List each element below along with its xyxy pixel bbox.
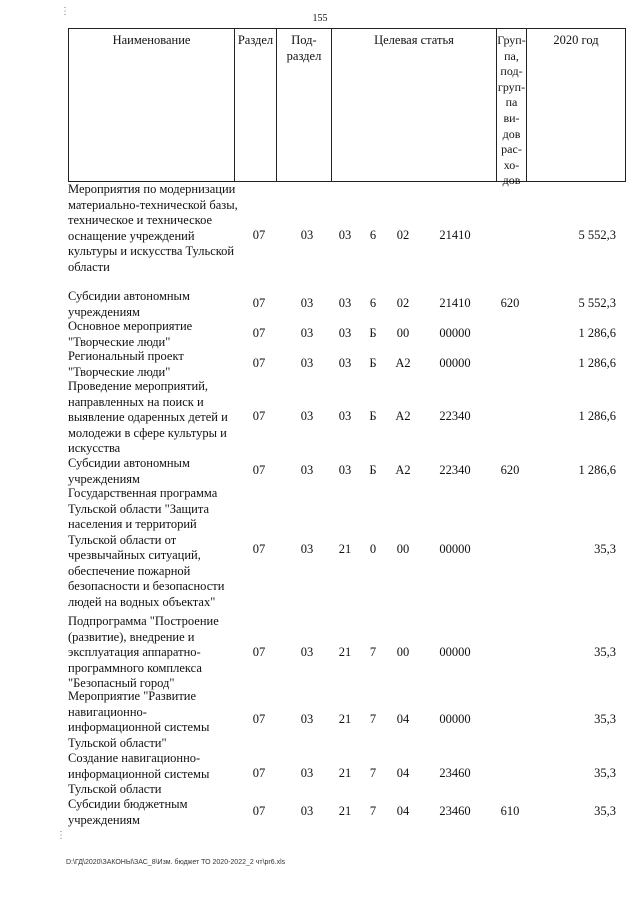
row-target-program: 03 xyxy=(338,409,352,423)
row-target-program: 03 xyxy=(338,356,352,370)
row-amount: 1 286,6 xyxy=(578,463,616,477)
row-razdel: 07 xyxy=(252,766,266,780)
row-expense-type: 610 xyxy=(500,804,520,818)
row-target-event: 02 xyxy=(396,296,410,310)
header-vid-line: под- xyxy=(500,64,523,79)
row-target-program: 03 xyxy=(338,296,352,310)
row-razdel: 07 xyxy=(252,326,266,340)
row-amount: 35,3 xyxy=(594,712,616,726)
row-target-type: 6 xyxy=(369,296,377,310)
row-name: Создание навигационно-информационной системы Тульской области xyxy=(68,751,210,796)
header-vid-line: па ви- xyxy=(503,95,520,125)
row-razdel: 07 xyxy=(252,296,266,310)
row-podrazdel: 03 xyxy=(300,645,314,659)
row-target-event: 00 xyxy=(396,542,410,556)
row-target-type: 7 xyxy=(369,712,377,726)
row-name: Государственная программа Тульской области "Защита населения и территорий Тульской области от чрезвычайных ситуаций, обеспечение пожарной безопасности и безопасности людей на водных объектах" xyxy=(68,486,225,609)
row-amount: 1 286,6 xyxy=(578,326,616,340)
row-razdel: 07 xyxy=(252,228,266,242)
header-vid-line: Груп- xyxy=(497,33,526,47)
row-target-direction: 00000 xyxy=(439,542,471,556)
row-name: Мероприятие "Развитие навигационно-информационной системы Тульской области" xyxy=(68,689,210,750)
row-target-program: 03 xyxy=(338,326,352,340)
header-year: 2020 год xyxy=(527,29,626,181)
scan-mark: ⋮ xyxy=(60,6,70,17)
row-target-direction: 21410 xyxy=(439,228,471,242)
row-razdel: 07 xyxy=(252,804,266,818)
row-target-direction: 21410 xyxy=(439,296,471,310)
row-target-type: Б xyxy=(369,326,377,340)
row-razdel: 07 xyxy=(252,356,266,370)
row-target-program: 21 xyxy=(338,766,352,780)
row-podrazdel: 03 xyxy=(300,712,314,726)
row-target-type: Б xyxy=(369,463,377,477)
header-podrazdel-line: Под- xyxy=(291,33,317,47)
row-target-direction: 23460 xyxy=(439,766,471,780)
scan-mark: ⋮ xyxy=(56,830,66,841)
row-amount: 35,3 xyxy=(594,766,616,780)
row-target-type: Б xyxy=(369,356,377,370)
row-target-program: 03 xyxy=(338,228,352,242)
row-target-event: 04 xyxy=(396,766,410,780)
page-number: 155 xyxy=(312,13,328,24)
header-vid-line: дов xyxy=(502,173,521,188)
row-podrazdel: 03 xyxy=(300,228,314,242)
header-vid-line: груп- xyxy=(497,79,526,94)
row-target-type: 7 xyxy=(369,645,377,659)
row-name: Региональный проект "Творческие люди" xyxy=(68,349,184,379)
row-target-type: 7 xyxy=(369,804,377,818)
row-podrazdel: 03 xyxy=(300,409,314,423)
row-podrazdel: 03 xyxy=(300,463,314,477)
row-podrazdel: 03 xyxy=(300,542,314,556)
row-amount: 5 552,3 xyxy=(578,296,616,310)
row-name: Субсидии бюджетным учреждениям xyxy=(68,797,188,827)
row-target-direction: 00000 xyxy=(439,326,471,340)
row-target-event: 02 xyxy=(396,228,410,242)
row-amount: 35,3 xyxy=(594,804,616,818)
row-target-type: Б xyxy=(369,409,377,423)
file-path-footer: D:\ГД\2020\ЗАКОНЫ\ЗАС_8\Изм. бюджет ТО 2020-2022_2 чт\pr6.xls xyxy=(66,859,286,866)
row-target-direction: 00000 xyxy=(439,356,471,370)
row-name: Субсидии автономным учреждениям xyxy=(68,456,190,486)
row-target-event: 04 xyxy=(396,804,410,818)
row-name: Субсидии автономным учреждениям xyxy=(68,289,190,319)
table-header xyxy=(68,28,626,188)
row-podrazdel: 03 xyxy=(300,296,314,310)
row-podrazdel: 03 xyxy=(300,326,314,340)
row-razdel: 07 xyxy=(252,409,266,423)
row-target-type: 7 xyxy=(369,766,377,780)
row-target-program: 21 xyxy=(338,542,352,556)
header-vid-line: дов xyxy=(502,126,521,141)
row-amount: 5 552,3 xyxy=(578,228,616,242)
row-razdel: 07 xyxy=(252,542,266,556)
header-podrazdel-line: раздел xyxy=(286,48,322,63)
row-target-direction: 00000 xyxy=(439,645,471,659)
header-podrazdel xyxy=(277,29,332,181)
row-amount: 1 286,6 xyxy=(578,356,616,370)
row-name: Основное мероприятие "Творческие люди" xyxy=(68,319,193,349)
row-target-event: 04 xyxy=(396,712,410,726)
row-amount: 1 286,6 xyxy=(578,409,616,423)
row-name: Подпрограмма "Построение (развитие), внедрение и эксплуатация аппаратно-программного комплекса "Безопасный город" xyxy=(68,614,219,690)
header-razdel: Раздел xyxy=(235,29,277,181)
row-target-type: 6 xyxy=(369,228,377,242)
row-expense-type: 620 xyxy=(500,463,520,477)
header-vid-line: хо- xyxy=(503,157,520,172)
row-target-event: 00 xyxy=(396,326,410,340)
row-amount: 35,3 xyxy=(594,645,616,659)
row-target-program: 21 xyxy=(338,712,352,726)
row-target-event: А2 xyxy=(395,356,411,370)
row-name: Мероприятия по модернизации материально-технической базы, техническое и техническое оснащение учреждений культуры и искусства Тульской области xyxy=(68,182,238,274)
row-target-direction: 00000 xyxy=(439,712,471,726)
row-target-event: А2 xyxy=(395,463,411,477)
header-vid-line: рас- xyxy=(501,142,522,157)
row-podrazdel: 03 xyxy=(300,356,314,370)
row-target-direction: 22340 xyxy=(439,409,471,423)
header-vid xyxy=(497,29,527,188)
row-razdel: 07 xyxy=(252,645,266,659)
row-expense-type: 620 xyxy=(500,296,520,310)
row-target-program: 21 xyxy=(338,645,352,659)
row-name: Проведение мероприятий, направленных на поиск и выявление одаренных детей и молодежи в сфере культуры и искусства xyxy=(68,379,228,455)
row-razdel: 07 xyxy=(252,463,266,477)
header-target: Целевая статья xyxy=(332,29,497,181)
row-target-program: 03 xyxy=(338,463,352,477)
header-name: Наименование xyxy=(69,29,235,181)
row-razdel: 07 xyxy=(252,712,266,726)
row-amount: 35,3 xyxy=(594,542,616,556)
row-target-event: А2 xyxy=(395,409,411,423)
row-target-type: 0 xyxy=(369,542,377,556)
row-podrazdel: 03 xyxy=(300,804,314,818)
row-target-program: 21 xyxy=(338,804,352,818)
header-vid-line: па, xyxy=(504,48,519,63)
row-target-event: 00 xyxy=(396,645,410,659)
row-target-direction: 22340 xyxy=(439,463,471,477)
row-podrazdel: 03 xyxy=(300,766,314,780)
row-target-direction: 23460 xyxy=(439,804,471,818)
